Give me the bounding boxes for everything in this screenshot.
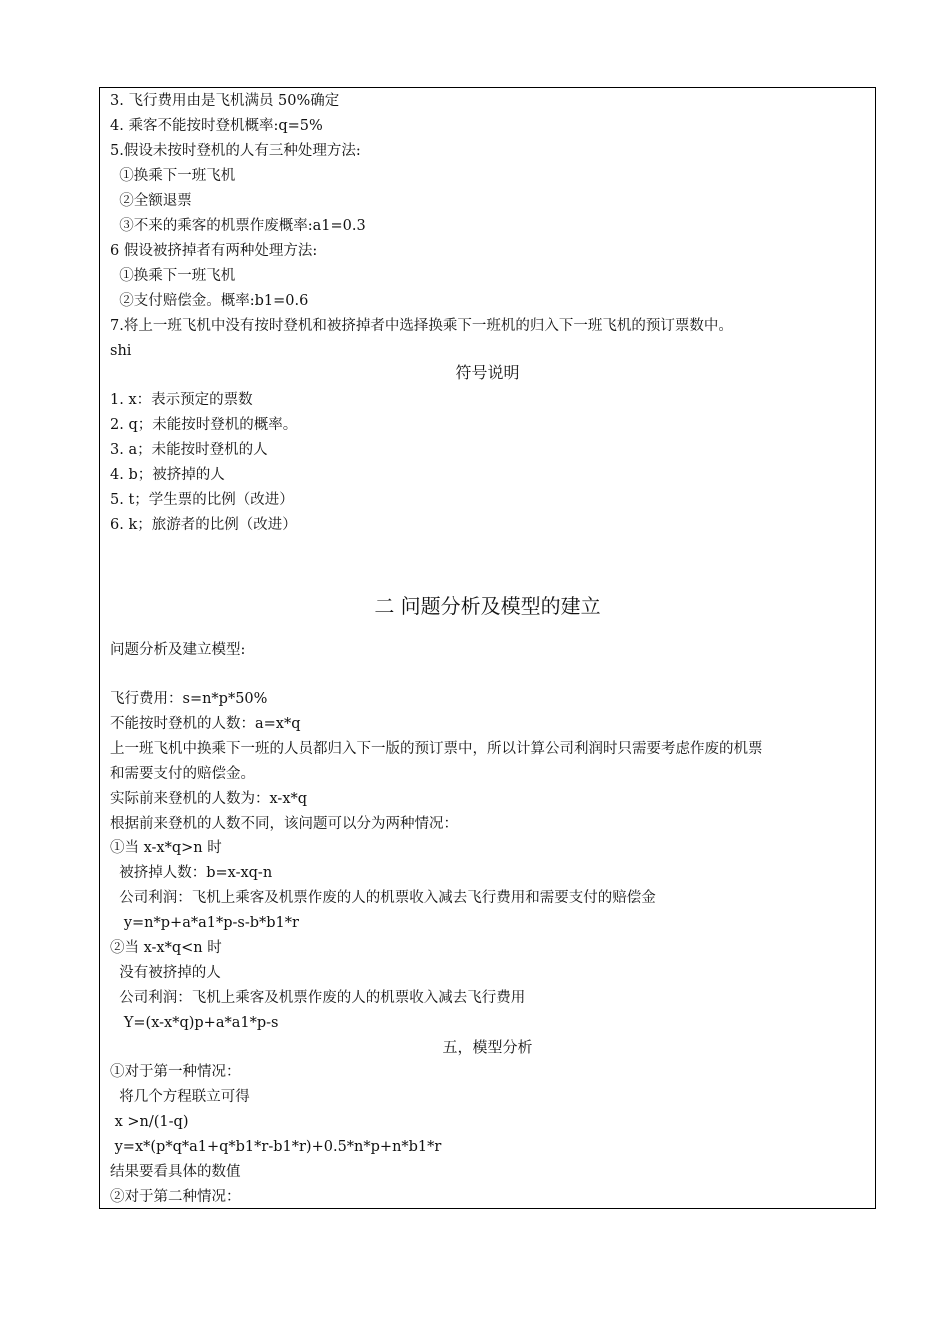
- assumption-5: 5.假设未按时登机的人有三种处理方法:: [110, 143, 361, 159]
- case-2-formula: Y=(x-x*q)p+a*a1*p-s: [110, 1015, 279, 1031]
- assumption-6: 6 假设被挤掉者有两种处理方法:: [110, 243, 318, 259]
- model-formula: y=x*(p*q*a1+q*b1*r-b1*r)+0.5*n*p+n*b1*r: [110, 1139, 442, 1155]
- assumption-6-option-2: ②支付赔偿金。概率:b1=0.6: [110, 293, 309, 309]
- analysis-text-a: 上一班飞机中换乘下一班的人员都归入下一版的预订票中，所以计算公司利润时只需要考虑作废的机票: [110, 741, 763, 757]
- assumption-4: 4. 乘客不能按时登机概率:q=5%: [110, 118, 323, 134]
- actual-boarding: 实际前来登机的人数为：x-x*q: [110, 791, 308, 807]
- section-5-title: 五，模型分析: [442, 1038, 533, 1056]
- symbols-title: 符号说明: [455, 363, 520, 382]
- case-2-none: 没有被挤掉的人: [110, 965, 221, 981]
- symbol-item: 6. k；旅游者的比例（改进）: [110, 517, 297, 533]
- no-show-count: 不能按时登机的人数：a=x*q: [110, 716, 301, 732]
- analysis-text-b: 和需要支付的赔偿金。: [110, 766, 255, 782]
- model-case-2: ②对于第二种情况：: [110, 1189, 241, 1205]
- case-2: ②当 x-x*q<n 时: [110, 940, 222, 956]
- assumption-5-option-2: ②全额退票: [110, 193, 192, 209]
- symbol-item: 5. t；学生票的比例（改进）: [110, 492, 294, 508]
- model-combine: 将几个方程联立可得: [110, 1089, 250, 1105]
- assumption-5-option-3: ③不来的乘客的机票作废概率:a1=0.3: [110, 218, 366, 234]
- assumption-7: 7.将上一班飞机中没有按时登机和被挤掉者中选择换乘下一班机的归入下一班飞机的预订票数中。: [110, 318, 733, 334]
- assumption-5-option-1: ①换乘下一班飞机: [110, 168, 236, 184]
- case-1-bumped: 被挤掉人数：b=x-xq-n: [110, 865, 273, 881]
- assumption-6-option-1: ①换乘下一班飞机: [110, 268, 236, 284]
- stray-text: shi: [110, 343, 132, 359]
- case-1-profit: 公司利润：飞机上乘客及机票作废的人的机票收入减去飞行费用和需要支付的赔偿金: [110, 890, 656, 906]
- symbol-item: 4. b；被挤掉的人: [110, 467, 225, 483]
- assumption-3: 3. 飞行费用由是飞机满员 50%确定: [110, 93, 340, 109]
- case-1: ①当 x-x*q>n 时: [110, 840, 222, 856]
- section-2-title: 二 问题分析及模型的建立: [374, 594, 601, 618]
- case-1-formula: y=n*p+a*a1*p-s-b*b1*r: [110, 915, 299, 931]
- two-cases: 根据前来登机的人数不同，该问题可以分为两种情况：: [110, 816, 458, 832]
- flight-cost: 飞行费用：s=n*p*50%: [110, 691, 268, 707]
- model-inequality: x >n/(1-q): [110, 1114, 189, 1130]
- symbol-item: 3. a；未能按时登机的人: [110, 442, 268, 458]
- model-case-1: ①对于第一种情况：: [110, 1064, 241, 1080]
- symbol-item: 2. q；未能按时登机的概率。: [110, 417, 298, 433]
- case-2-profit: 公司利润：飞机上乘客及机票作废的人的机票收入减去飞行费用: [110, 990, 526, 1006]
- symbol-item: 1. x：表示预定的票数: [110, 392, 253, 408]
- section-2-intro: 问题分析及建立模型:: [110, 642, 246, 658]
- model-result: 结果要看具体的数值: [110, 1164, 241, 1180]
